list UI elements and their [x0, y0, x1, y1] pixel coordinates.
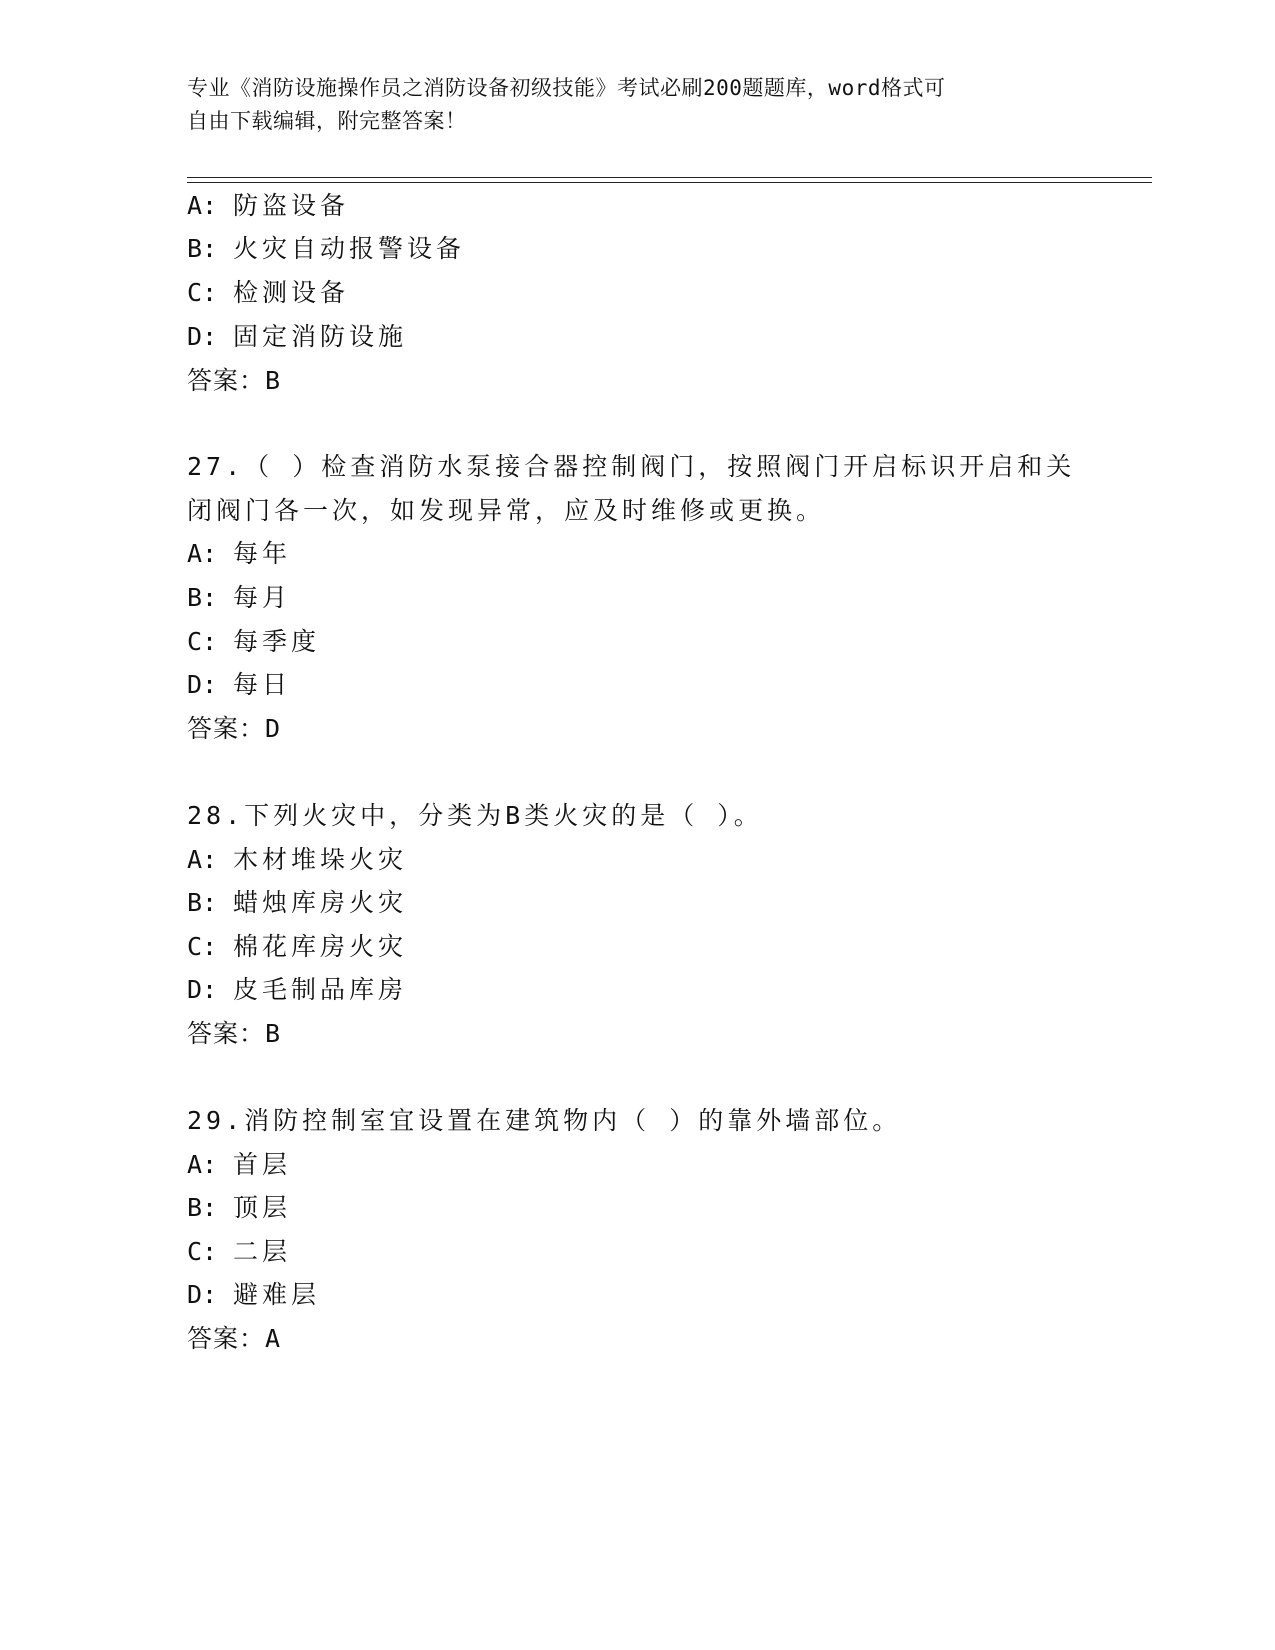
header-line-2: 自由下载编辑，附完整答案！ [187, 109, 467, 133]
q29-option-a [187, 1150, 291, 1180]
q28-answer: 答案：B [187, 1019, 282, 1048]
q26-option-a [187, 191, 349, 221]
option-text: 棉花库房火灾 [233, 932, 408, 961]
q27-option-b [187, 583, 291, 613]
option-letter: C: [187, 1237, 218, 1266]
option-letter: C: [187, 627, 218, 656]
header-divider-bottom [187, 182, 1152, 183]
q28-option-b [187, 888, 407, 918]
option-letter: A: [187, 191, 218, 220]
option-text: 首层 [233, 1150, 292, 1179]
q27-answer: 答案：D [187, 714, 282, 743]
option-letter: B: [187, 888, 218, 917]
option-text: 顶层 [233, 1193, 292, 1222]
q27-option-c [187, 627, 320, 657]
option-letter: B: [187, 583, 218, 612]
option-text: 固定消防设施 [233, 322, 408, 351]
option-letter: C: [187, 932, 218, 961]
q28-option-d [187, 975, 407, 1005]
q27-option-d [187, 670, 291, 700]
option-text: 蜡烛库房火灾 [233, 888, 408, 917]
option-text: 每年 [233, 539, 292, 568]
q28-option-c [187, 932, 407, 962]
option-text: 木材堆垛火灾 [233, 845, 408, 874]
option-letter: A: [187, 1150, 218, 1179]
q27-stem-line-1: 27.（ ）检查消防水泵接合器控制阀门，按照阀门开启标识开启和关 [187, 452, 1076, 481]
option-letter: B: [187, 1193, 218, 1222]
option-text: 皮毛制品库房 [233, 975, 408, 1004]
option-letter: D: [187, 975, 218, 1004]
option-text: 防盗设备 [233, 191, 350, 220]
document-header [187, 72, 1087, 138]
q29-option-b [187, 1193, 291, 1223]
option-text: 二层 [233, 1237, 292, 1266]
q27-stem-line-2: 闭阀门各一次，如发现异常，应及时维修或更换。 [187, 496, 826, 525]
option-letter: A: [187, 539, 218, 568]
option-letter: A: [187, 845, 218, 874]
q26-option-d [187, 322, 407, 352]
q28-option-a [187, 845, 407, 875]
option-text: 每日 [233, 670, 292, 699]
option-text: 每月 [233, 583, 292, 612]
q29-option-d [187, 1280, 320, 1310]
header-divider-top [187, 177, 1152, 178]
q29-answer: 答案：A [187, 1324, 282, 1353]
option-text: 火灾自动报警设备 [233, 234, 466, 263]
q26-option-c [187, 278, 349, 308]
option-letter: D: [187, 322, 218, 351]
q28-stem-line-1: 28.下列火灾中，分类为B类火灾的是（ ）。 [187, 801, 763, 830]
option-text: 检测设备 [233, 278, 350, 307]
option-text: 每季度 [233, 627, 321, 656]
q29-stem-line-1: 29.消防控制室宜设置在建筑物内（ ）的靠外墙部位。 [187, 1106, 902, 1135]
option-letter: B: [187, 234, 218, 263]
option-letter: D: [187, 1280, 218, 1309]
option-letter: D: [187, 670, 218, 699]
q29-option-c [187, 1237, 291, 1267]
q26-answer: 答案：B [187, 366, 282, 395]
q27-option-a [187, 539, 291, 569]
option-letter: C: [187, 278, 218, 307]
q26-option-b [187, 234, 465, 264]
option-text: 避难层 [233, 1280, 321, 1309]
header-line-1: 专业《消防设施操作员之消防设备初级技能》考试必刷200题题库，word格式可 [187, 76, 946, 100]
